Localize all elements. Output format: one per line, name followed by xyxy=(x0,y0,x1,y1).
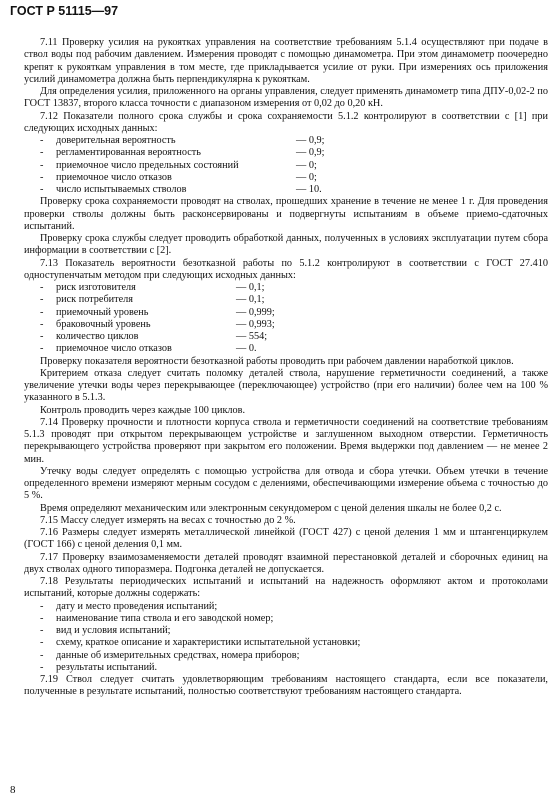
list-item: - риск изготовителя — 0,1; xyxy=(40,282,265,293)
paragraph-7-14: 7.14 Проверку прочности и плотности корпуса ствола и герметичности соединений на соответствие требованиям 5.1.3 проводят при открытом перекрывающем устройстве и заглушенном выходном отверстии. Герметичность перекрывающего устройства проверяют при закрытом его положении. Время выдержки под давлением — не менее 2 мин. xyxy=(24,416,548,465)
list-item: - доверительная вероятность — 0,9; xyxy=(40,135,325,146)
paragraph-time-measurement: Время определяют механическим или электронным секундомером с ценой деления шкалы не более 0,2 с. xyxy=(40,502,502,514)
paragraph-reliability-check: Проверку показателя вероятности безотказной работы проводить при рабочем давлении наработкой циклов. xyxy=(40,355,514,367)
list-item: - риск потребителя — 0,1; xyxy=(40,294,265,306)
list-item: - дату и место проведения испытаний; xyxy=(40,600,218,612)
list-item: - приемочное число предельных состояний — 0; xyxy=(40,159,317,171)
list-item: - приемочное число отказов — 0. xyxy=(40,343,257,355)
list-item: - приемочное число отказов — 0; xyxy=(40,171,317,183)
page-number: 8 xyxy=(10,784,16,796)
paragraph-failure-criterion: Критерием отказа следует считать поломку деталей ствола, нарушение герметичности соединений, а также увеличение утечки воды через перекрывающее (переключающее) устройство (при его наличии) более чем на 100 % указанного в 5.1.3. xyxy=(24,367,548,404)
list-item: - число испытываемых стволов — 10. xyxy=(40,184,322,195)
paragraph-7-18: 7.18 Результаты периодических испытаний и испытаний на надежность оформляют актом и протоколами испытаний, которые должны содержать: xyxy=(24,576,548,600)
list-item: - браковочный уровень — 0,993; xyxy=(40,318,275,330)
paragraph-leakage: Утечку воды следует определять с помощью устройства для отвода и сбора утечки. Объем утечки в течение определенного времени измеряют мерным сосудом с делениями, обеспечивающими измерение объема с точностью до 5 %. xyxy=(24,465,548,502)
list-item: - наименование типа ствола и его заводской номер; xyxy=(40,612,274,624)
list-item: - вид и условия испытаний; xyxy=(40,625,171,636)
standard-header: ГОСТ Р 51115—97 xyxy=(10,4,119,18)
paragraph-service-life-check: Проверку срока службы следует проводить обработкой данных, полученных в условиях эксплуатации путем сбора информации в соответствии с [2]. xyxy=(24,233,548,257)
paragraph-control-interval: Контроль проводить через каждые 100 циклов. xyxy=(40,404,246,416)
paragraph-7-12: 7.12 Показатели полного срока службы и срока сохраняемости 5.1.2 контролируют в соответствии с [1] при следующих исходных данных: xyxy=(24,110,548,134)
list-item: - регламентированная вероятность — 0,9; xyxy=(40,147,325,159)
list-item: - приемочный уровень — 0,999; xyxy=(40,306,275,318)
paragraph-7-17: 7.17 Проверку взаимозаменяемости деталей проводят взаимной перестановкой деталей и сборочных единиц на двух стволах одного типоразмера. Подгонка деталей не допускается. xyxy=(24,551,548,575)
paragraph-7-13: 7.13 Показатель вероятности безотказной работы по 5.1.2 контролируют в соответствии с ГОСТ 27.410 одноступенчатым методом при следующих исходных данных: xyxy=(24,257,548,281)
list-item: - данные об измерительных средствах, номера приборов; xyxy=(40,649,300,661)
list-item: - схему, краткое описание и характеристики испытательной установки; xyxy=(40,637,361,649)
paragraph-7-11: 7.11 Проверку усилия на рукоятках управления на соответствие требованиям 5.1.4 осуществляют при подаче в ствол воды под рабочим давлением. Измерения проводят с помощью динамометра. При этом динамометр поочередно крепят к рукояткам управления в том месте, где прикладывается усилие от руки. При измерениях ось приложения усилий динамометра должна быть перпендикулярна к рукояткам. xyxy=(24,37,548,85)
list-item: - количество циклов — 554; xyxy=(40,331,268,342)
paragraph-7-15: 7.15 Массу следует измерять на весах с точностью до 2 %. xyxy=(40,514,296,526)
document-body xyxy=(24,37,548,699)
list-item: - результаты испытаний. xyxy=(40,661,158,673)
paragraph-dynamometer: Для определения усилия, приложенного на органы управления, следует применять динамометр типа ДПУ-0,02-2 по ГОСТ 13837, второго класса точности с диапазоном измерения от 0,02 до 0,20 кН. xyxy=(24,86,548,110)
paragraph-7-19: 7.19 Ствол следует считать удовлетворяющим требованиям настоящего стандарта, если все показатели, полученные в результате испытаний, полностью соответствуют требованиям настоящего стандарта. xyxy=(24,674,548,698)
paragraph-storage-check: Проверку срока сохраняемости проводят на стволах, прошедших хранение в течение не менее 1 г. Для проведения проверки стволы должны быть расконсервированы и подвергнуты испытаниям в объеме приемо-сдаточных испытаний. xyxy=(24,196,548,232)
paragraph-7-16: 7.16 Размеры следует измерять металлической линейкой (ГОСТ 427) с ценой деления 1 мм и штангенциркулем (ГОСТ 166) с ценой деления 0,1 мм. xyxy=(24,527,548,551)
